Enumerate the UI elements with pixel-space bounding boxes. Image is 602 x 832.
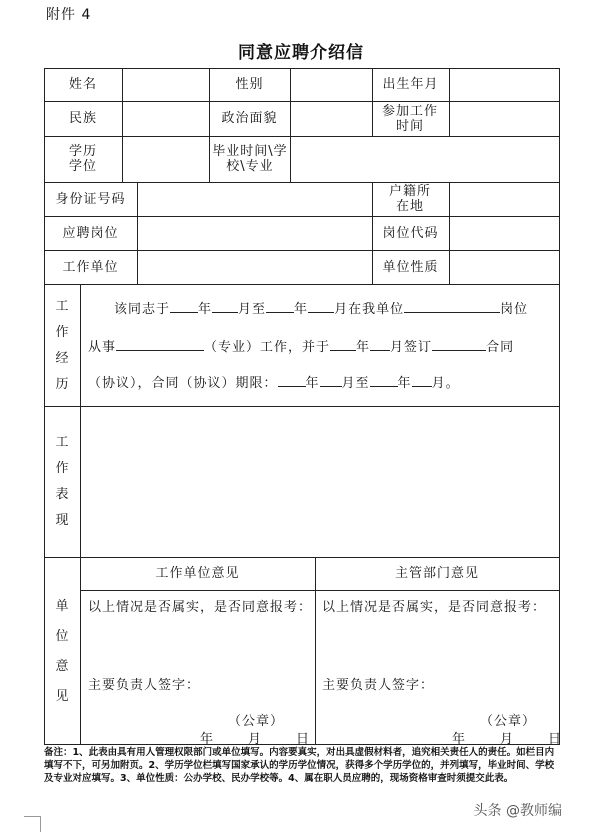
grad-label: 毕业时间\学校\专业 (212, 144, 288, 174)
blank-sign-month[interactable] (370, 338, 390, 351)
experience-label: 工作经历 (55, 299, 69, 392)
gender-value-field[interactable] (291, 69, 371, 100)
attachment-label: 附件 4 (46, 7, 92, 23)
blank-term-end-year[interactable] (370, 374, 398, 387)
work-start-label: 参加工作时间 (381, 103, 438, 134)
blank-major[interactable] (116, 338, 204, 351)
dept-signer-label: 主要负责人签字： (322, 678, 435, 693)
grad-value-field[interactable] (291, 137, 558, 181)
performance-field[interactable] (81, 407, 558, 556)
id-value-field[interactable] (138, 183, 371, 215)
unit-type-label: 单位性质 (382, 259, 439, 275)
position-applied-label: 应聘岗位 (62, 225, 119, 241)
unit-opinion-question: 以上情况是否属实，是否同意报考： (88, 600, 313, 615)
position-code-label: 岗位代码 (382, 225, 439, 241)
blank-term-end-month[interactable] (412, 374, 432, 387)
ethnicity-label: 民族 (68, 111, 97, 126)
dept-opinion-heading: 主管部门意见 (394, 566, 479, 581)
blank-end-month[interactable] (308, 300, 334, 313)
watermark: 头条 @教师编 (473, 803, 562, 819)
political-label: 政治面貌 (221, 111, 278, 126)
unit-type-value-field[interactable] (450, 251, 558, 283)
unit-date: 年 月 日 (200, 732, 311, 747)
experience-line-2: 从事 （专业）工作，并于 年 月签订 合同 (88, 340, 515, 355)
gender-label: 性别 (235, 77, 264, 92)
unit-opinion-heading: 工作单位意见 (155, 566, 240, 581)
blank-term-start-year[interactable] (278, 374, 306, 387)
id-label: 身份证号码 (55, 191, 126, 207)
blank-post[interactable] (404, 300, 500, 313)
name-value-field[interactable] (123, 69, 208, 100)
page-title: 同意应聘介绍信 (238, 43, 364, 63)
unit-signer-label: 主要负责人签字： (88, 678, 201, 693)
work-unit-value-field[interactable] (138, 251, 371, 283)
ethnicity-value-field[interactable] (123, 102, 208, 135)
position-applied-value-field[interactable] (138, 217, 371, 249)
education-value-field[interactable] (123, 137, 208, 181)
birth-label: 出生年月 (382, 77, 439, 92)
work-start-value-field[interactable] (450, 102, 558, 135)
experience-line-1: 该同志于 年 月至 年 月在我单位 岗位 (114, 302, 529, 317)
blank-start-year[interactable] (170, 300, 198, 313)
blank-end-year[interactable] (266, 300, 294, 313)
dept-opinion-question: 以上情况是否属实，是否同意报考： (322, 600, 547, 615)
political-value-field[interactable] (291, 102, 371, 135)
hukou-label: 户籍所在地 (388, 184, 431, 214)
blank-term-start-month[interactable] (320, 374, 342, 387)
dept-date: 年 月 日 (452, 732, 563, 747)
birth-value-field[interactable] (450, 69, 558, 100)
blank-start-month[interactable] (212, 300, 238, 313)
dept-seal-label: （公章） (480, 714, 537, 729)
hukou-value-field[interactable] (450, 183, 558, 215)
performance-label: 工作表现 (55, 435, 69, 528)
name-label: 姓名 (68, 77, 97, 92)
unit-seal-label: （公章） (228, 714, 285, 729)
blank-sign-year[interactable] (330, 338, 356, 351)
work-unit-label: 工作单位 (62, 259, 119, 275)
footnote: 备注：1、此表由具有用人管理权限部门或单位填写。内容要真实，对出具虚假材料者，追究相关责任人的责任。如栏目内填写不下，可另加附页。2、学历学位栏填写国家承认的学历学位情况，获得多个学历学位的，并列填写，毕业时间、学校及专业对应填写。3、单位性质：公办学校、民办学校等。4、属在职人员应聘的，现场资格审查时须提交此表。 (44, 747, 555, 784)
experience-line-3: （协议），合同（协议）期限： 年 月至 年 月。 (88, 376, 460, 391)
opinion-label: 单位意见 (55, 599, 69, 704)
education-label: 学历学位 (68, 144, 97, 174)
blank-contract[interactable] (432, 338, 486, 351)
page-corner-mark (24, 816, 40, 817)
position-code-value-field[interactable] (450, 217, 558, 249)
page-corner-mark (40, 816, 41, 832)
